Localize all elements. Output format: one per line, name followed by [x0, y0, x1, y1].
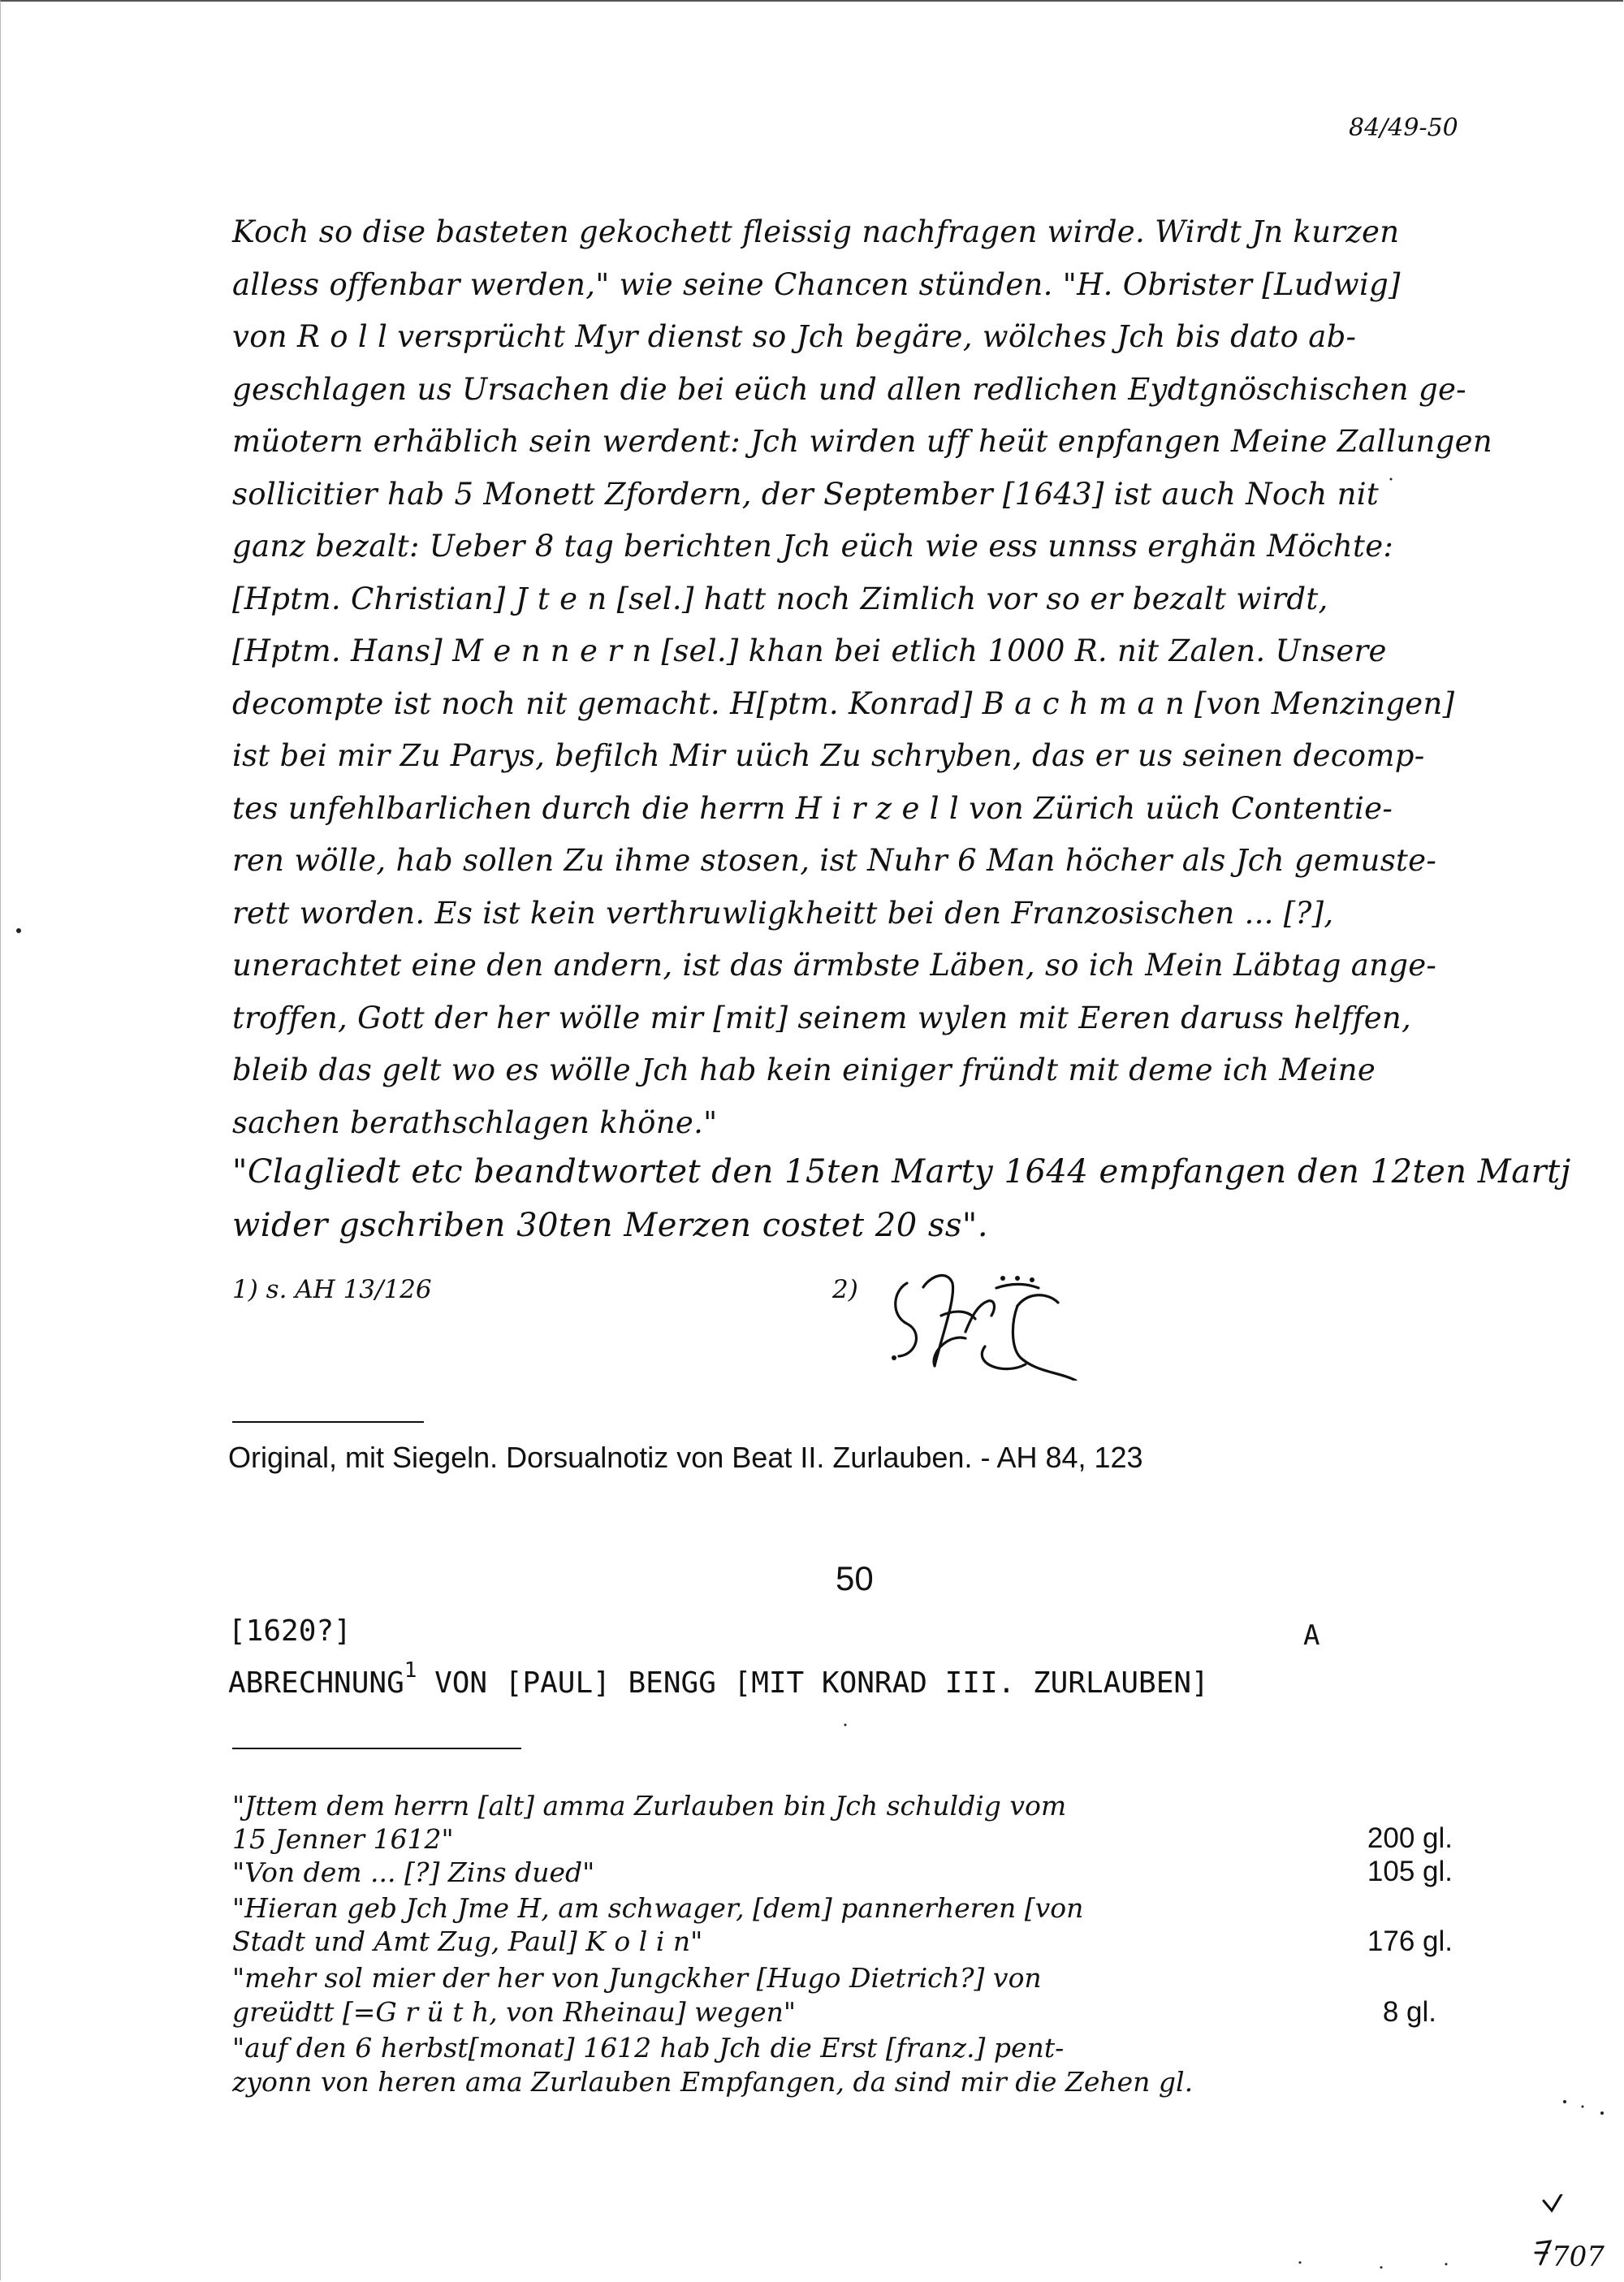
source-note: Original, mit Siegeln. Dorsualnotiz von Beat II. Zurlauben. - AH 84, 123 — [228, 1441, 1143, 1474]
entry-line: Stadt und Amt Zug, Paul] K o l i n" — [232, 1925, 703, 1957]
letter-line: müotern erhäblich sein werdent: Jch wirden uff heüt enpfangen Meine Zallungen — [232, 424, 1492, 459]
letter-line: [Hptm. Hans] M e n n e r n [sel.] khan bei etlich 1000 R. nit Zalen. Unsere — [232, 633, 1387, 668]
entry-line: "Von dem ... [?] Zins dued" — [232, 1856, 595, 1888]
letter-line: sachen berathschlagen khöne." — [232, 1105, 718, 1140]
letter-line: Koch so dise basteten gekochett fleissig nachfragen wirde. Wirdt Jn kurzen — [232, 214, 1400, 249]
entry-amount: 8 gl. — [1382, 1996, 1436, 2028]
divider-rule — [232, 1421, 424, 1423]
entry-line: "Hieran geb Jch Jme H, am schwager, [dem] pannerheren [von — [232, 1892, 1084, 1924]
document-date: [1620?] — [228, 1614, 352, 1648]
page-number: 84/49-50 — [1349, 114, 1458, 142]
dorsal-line: wider gschriben 30ten Merzen costet 20 ss". — [232, 1207, 989, 1244]
document-title-main: ABRECHNUNG — [228, 1666, 404, 1700]
handwritten-page-mark — [1527, 2194, 1609, 2276]
letter-line: geschlagen us Ursachen die bei eüch und allen redlichen Eydtgnöschischen ge- — [232, 372, 1466, 407]
signature-image — [875, 1259, 1086, 1381]
entry-line: 15 Jenner 1612" — [232, 1823, 454, 1855]
letter-line: bleib das gelt wo es wölle Jch hab kein einiger fründt mit deme ich Meine — [232, 1052, 1376, 1087]
letter-line: ren wölle, hab sollen Zu ihme stosen, ist Nuhr 6 Man höcher als Jch gemuste- — [232, 843, 1437, 878]
letter-line: ist bei mir Zu Parys, befilch Mir uüch Zu schryben, das er us seinen decomp- — [232, 738, 1425, 773]
entry-amount: 176 gl. — [1367, 1925, 1453, 1957]
entry-line: "mehr sol mier der her von Jungckher [Hugo Dietrich?] von — [232, 1962, 1042, 1994]
document-letter: A — [1303, 1619, 1320, 1652]
entry-line: zyonn von heren ama Zurlauben Empfangen, da sind mir die Zehen gl. — [232, 2066, 1194, 2098]
entry-amount: 200 gl. — [1367, 1822, 1453, 1854]
entry-line: greüdtt [=G r ü t h, von Rheinau] wegen" — [232, 1996, 797, 2028]
letter-line: rett worden. Es ist kein verthruwligkheitt bei den Franzosischen ... [?], — [232, 896, 1334, 931]
letter-line: tes unfehlbarlichen durch die herrn H i r z e l l von Zürich uüch Contentie- — [232, 791, 1393, 826]
entry-amount: 105 gl. — [1367, 1856, 1453, 1887]
letter-line: sollicitier hab 5 Monett Zfordern, der September [1643] ist auch Noch nit — [232, 477, 1380, 512]
letter-line: troffen, Gott der her wölle mir [mit] seinem wylen mit Eeren daruss helffen, — [232, 1001, 1412, 1035]
letter-line: [Hptm. Christian] J t e n [sel.] hatt noch Zimlich vor so er bezalt wirdt, — [232, 581, 1328, 616]
letter-line: unerachtet eine den andern, ist das ärmbste Läben, so ich Mein Läbtag ange- — [232, 948, 1437, 983]
letter-line: alless offenbar werden," wie seine Chancen stünden. "H. Obrister [Ludwig] — [232, 267, 1401, 302]
handwritten-mark-text: 707 — [1552, 2241, 1605, 2273]
divider-rule — [232, 1748, 521, 1749]
document-title-rest: VON [PAUL] BENGG [MIT KONRAD III. ZURLAUBEN] — [417, 1666, 1209, 1700]
footnote-2-marker: 2) — [832, 1275, 858, 1304]
entry-line: "Jttem dem herrn [alt] amma Zurlauben bin Jch schuldig vom — [232, 1790, 1067, 1822]
letter-line: ganz bezalt: Ueber 8 tag berichten Jch eüch wie ess unnss erghän Möchte: — [232, 529, 1394, 564]
dorsal-line: "Clagliedt etc beandtwortet den 15ten Marty 1644 empfangen den 12ten Martj — [232, 1153, 1571, 1191]
letter-line: decompte ist noch nit gemacht. H[ptm. Konrad] B a c h m a n [von Menzingen] — [232, 686, 1455, 721]
footnote-1: 1) s. AH 13/126 — [232, 1275, 432, 1304]
document-number: 50 — [836, 1559, 874, 1597]
entry-line: "auf den 6 herbst[monat] 1612 hab Jch die Erst [franz.] pent- — [232, 2032, 1065, 2064]
title-footnote-ref: 1 — [404, 1658, 417, 1683]
document-title — [228, 1658, 1209, 1700]
letter-line: von R o l l versprücht Myr dienst so Jch begäre, wölches Jch bis dato ab- — [232, 319, 1357, 354]
